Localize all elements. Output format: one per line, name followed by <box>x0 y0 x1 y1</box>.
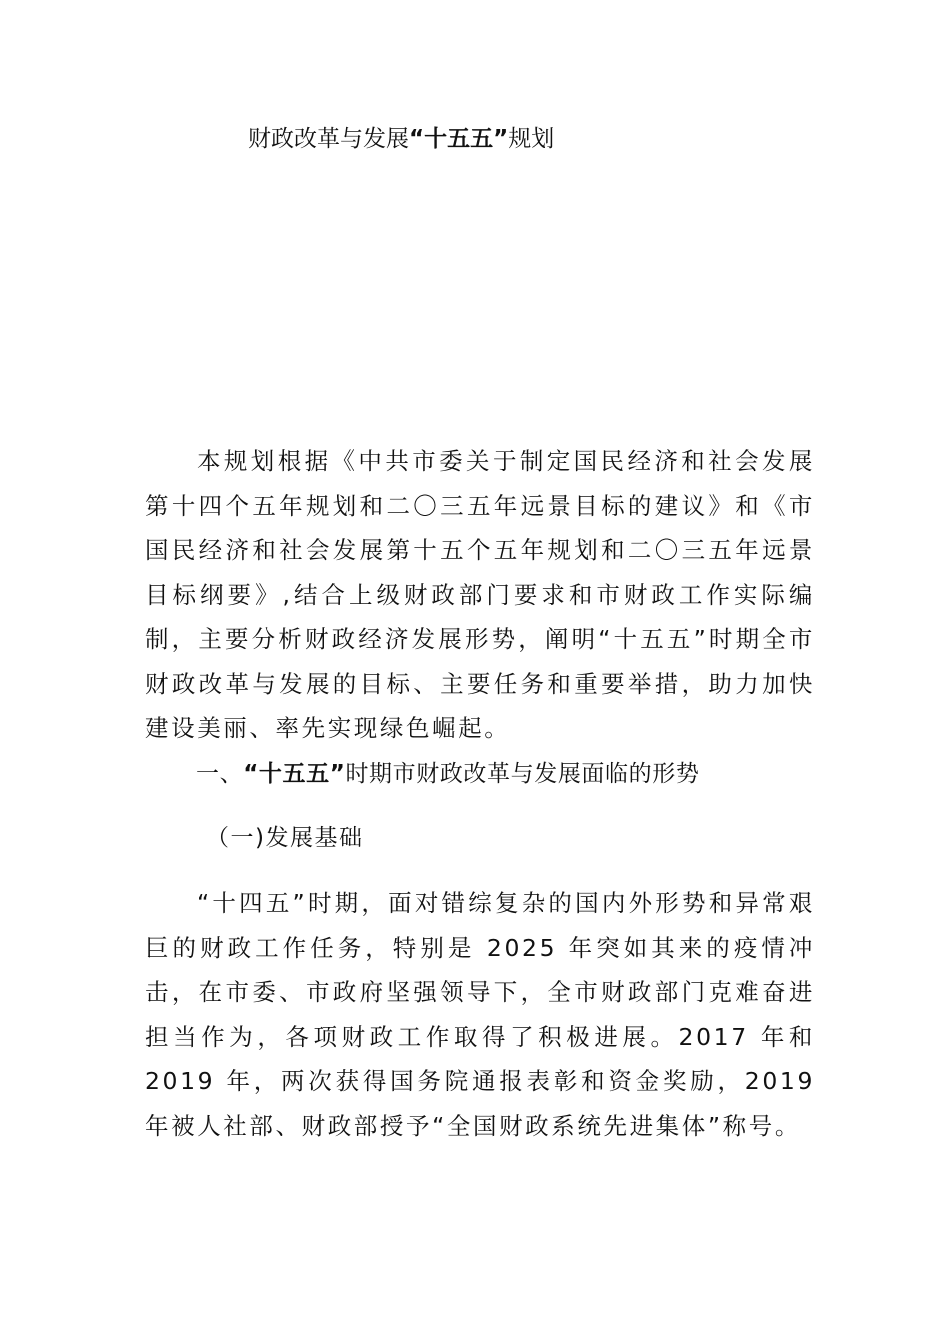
basis-paragraph: “十四五”时期，面对错综复杂的国内外形势和异常艰巨的财政工作任务，特别是 2025 年突如其来的疫情冲击，在市委、市政府坚强领导下，全市财政部门克难奋进担当作为，各项财政工作取得了积极进展。2017 年和 2019 年，两次获得国务院通报表彰和资金奖励，2019 年被人社部、财政部授予“全国财政系统先进集体”称号。 <box>145 889 815 1140</box>
intro-paragraph: 本规划根据《中共市委关于制定国民经济和社会发展第十四个五年规划和二〇三五年远景目标的建议》和《市国民经济和社会发展第十五个五年规划和二〇三五年远景目标纲要》,结合上级财政部门要求和市财政工作实际编制，主要分析财政经济发展形势，阐明“十五五”时期全市财政改革与发展的目标、主要任务和重要举措，助力加快建设美丽、率先实现绿色崛起。 <box>145 447 815 742</box>
document-title <box>248 122 554 156</box>
subsection-heading-1: （一)发展基础 <box>206 825 364 851</box>
section-heading-quoted: “十五五” <box>243 761 346 787</box>
section-heading-1 <box>196 752 699 796</box>
title-quoted: “十五五” <box>409 126 509 152</box>
title-prefix: 财政改革与发展 <box>248 126 409 152</box>
title-suffix: 规划 <box>508 126 555 152</box>
section-heading-prefix: 一、 <box>196 761 244 787</box>
section-heading-suffix: 时期市财政改革与发展面临的形势 <box>345 761 700 787</box>
